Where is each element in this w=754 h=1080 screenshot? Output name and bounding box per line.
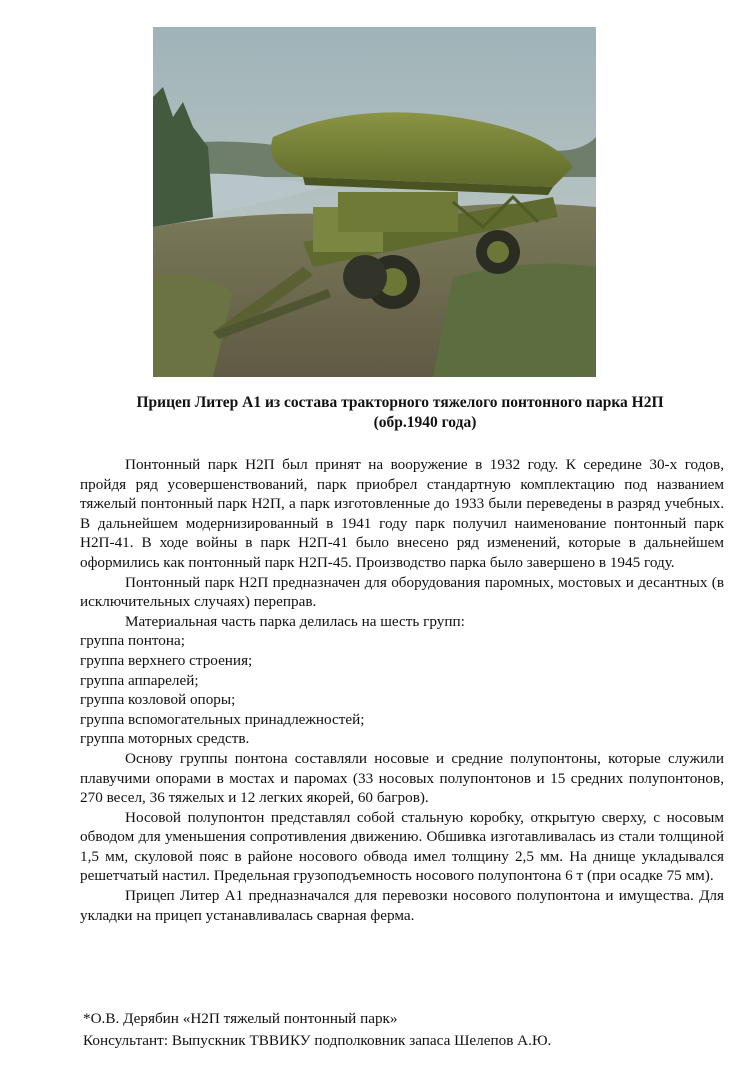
- list-item: группа понтона;: [80, 632, 185, 650]
- list-item: группа аппарелей;: [80, 671, 199, 689]
- footer-notes: [80, 1008, 720, 1052]
- caption-line-1: Прицеп Литер А1 из состава тракторного тяжелого понтонного парка Н2П: [136, 394, 664, 411]
- list-item: группа моторных средств.: [80, 730, 250, 748]
- source-note: *О.В. Дерябин «Н2П тяжелый понтонный парк»: [83, 1010, 398, 1027]
- trailer-illustration: [153, 27, 596, 377]
- article-body: [80, 455, 724, 925]
- list-item: группа верхнего строения;: [80, 651, 253, 669]
- paragraph-bow-pontoon: Носовой полупонтон представлял собой стальную коробку, открытую сверху, с носовым обводом для уменьшения сопротивления движению. Обшивка изготавливалась из стали толщиной 1,5 мм, скуловой пояс в районе носового обвода имел толщину 2,5 мм. На днище укладывался решетчатый настил. Предельная грузоподъемность носового полупонтона 6 т (при осадке 75 мм).: [80, 808, 724, 885]
- consultant-note: Консультант: Выпускник ТВВИКУ подполковник запаса Шелепов А.Ю.: [83, 1032, 552, 1049]
- paragraph-purpose: Понтонный парк Н2П предназначен для оборудования паромных, мостовых и десантных (в исключительных случаях) переправ.: [80, 573, 724, 611]
- list-item: группа козловой опоры;: [80, 691, 236, 709]
- paragraph-history: Понтонный парк Н2П был принят на вооружение в 1932 году. К середине 30-х годов, пройдя ряд усовершенствований, парк приобрел стандартную комплектацию под названием тяжелый понтонный парк Н2П, а парк изготовленные до 1933 были переведены в разряд учебных. В дальнейшем модернизированный в 1941 году парк получил наименование понтонный парк Н2П-41. В ходе войны в парк Н2П-41 было внесено ряд изменений, которые в дальнейшем оформились как понтонный парк Н2П-45. Производство парка было завершено в 1945 году.: [80, 456, 724, 571]
- caption-line-2: (обр.1940 года): [373, 414, 477, 431]
- trailer-photo: [153, 27, 596, 377]
- photo-caption: [60, 393, 740, 433]
- paragraph-pontoon-group: Основу группы понтона составляли носовые и средние полупонтоны, которые служили плавучими опорами в мостах и паромах (33 носовых полупонтонов и 15 средних полупонтонов, 270 весел, 36 тяжелых и 12 легких якорей, 60 багров).: [80, 749, 724, 807]
- list-item: группа вспомогательных принадлежностей;: [80, 710, 365, 728]
- paragraph-groups-intro: Материальная часть парка делилась на шесть групп:: [125, 612, 465, 630]
- paragraph-trailer: Прицеп Литер А1 предназначался для перевозки носового полупонтона и имущества. Для укладки на прицеп устанавливалась сварная ферма.: [80, 887, 724, 924]
